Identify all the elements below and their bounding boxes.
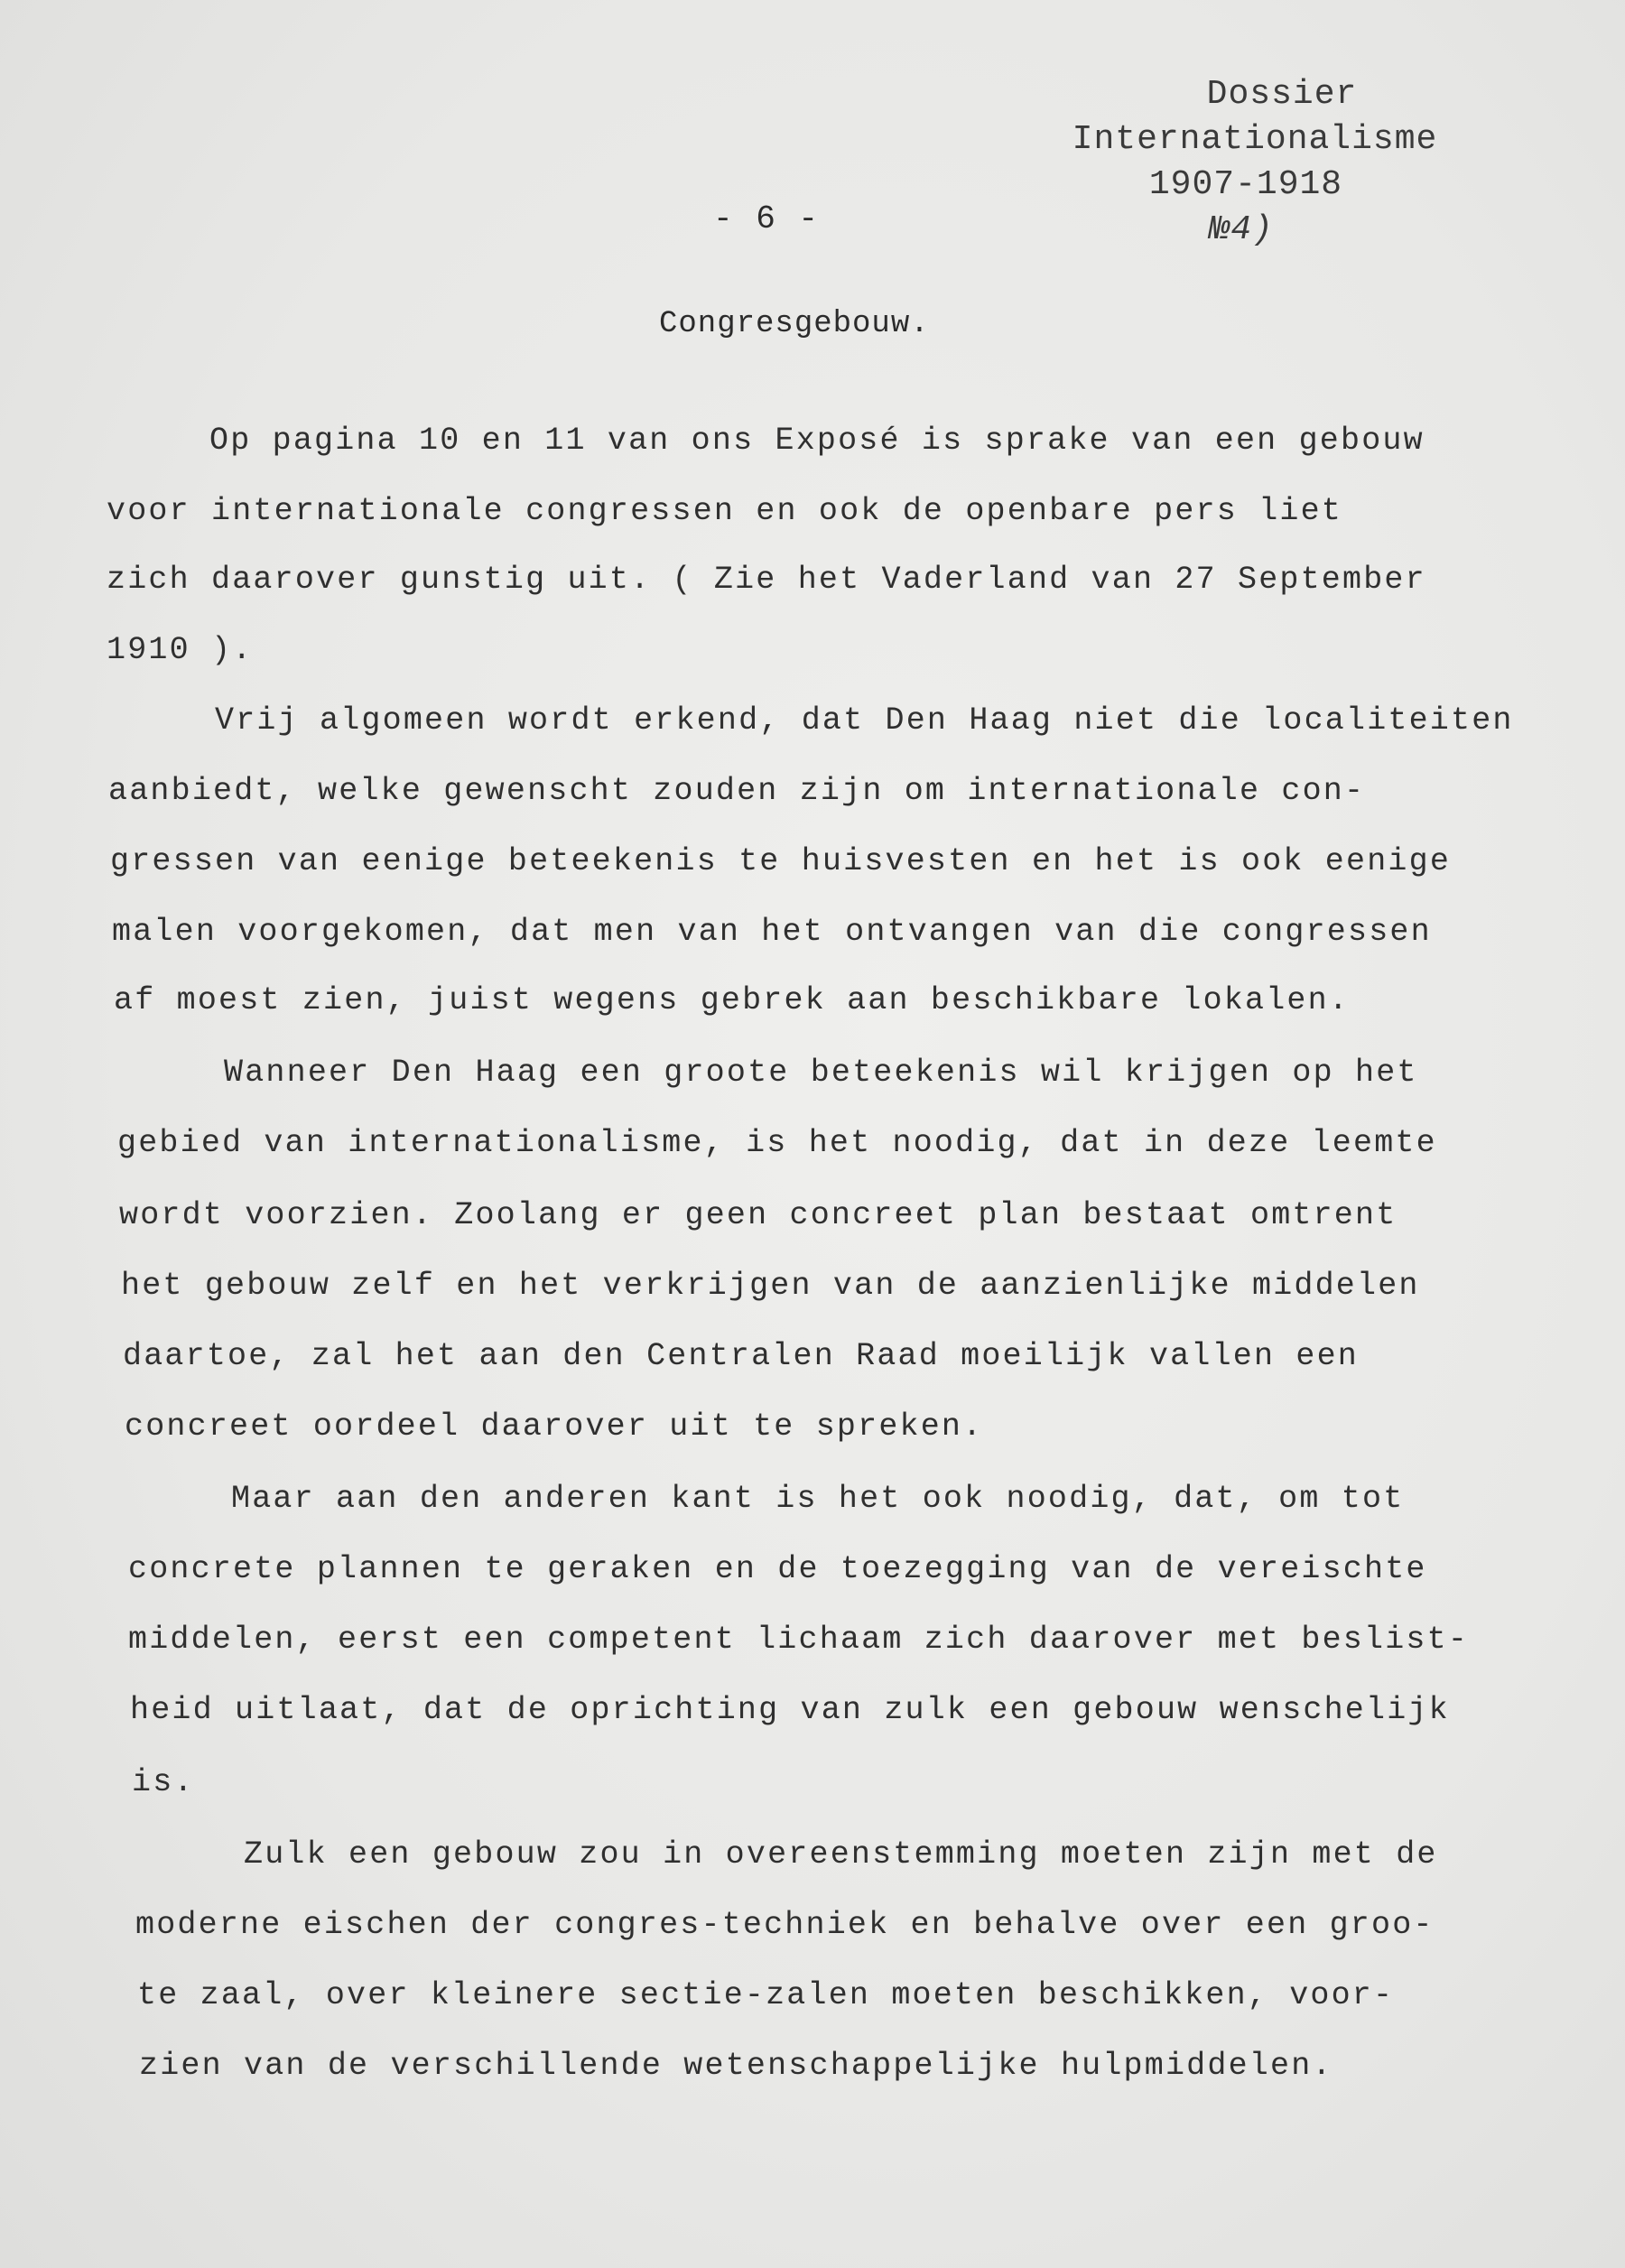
text-line: malen voorgekomen, dat men van het ontvangen van die congressen: [112, 914, 1432, 950]
text-line: moderne eischen der congres-techniek en behalve over een groo-: [135, 1907, 1435, 1943]
text-line: zich daarover gunstig uit. ( Zie het Vaderland van 27 September: [107, 562, 1426, 598]
text-line: gebied van internationalisme, is het noodig, dat in deze leemte: [117, 1125, 1437, 1161]
document-title: Congresgebouw.: [659, 307, 930, 341]
text-line: voor internationale congressen en ook de openbare pers liet: [107, 493, 1343, 529]
text-line: is.: [132, 1764, 195, 1800]
text-line: Op pagina 10 en 11 van ons Exposé is sprake van een gebouw: [209, 423, 1425, 459]
text-line: Maar aan den anderen kant is het ook noodig, dat, om tot: [231, 1481, 1405, 1517]
text-line: wordt voorzien. Zoolang er geen concreet plan bestaat omtrent: [119, 1197, 1398, 1233]
text-line: het gebouw zelf en het verkrijgen van de aanzienlijke middelen: [121, 1268, 1420, 1304]
text-line: concrete plannen te geraken en de toezegging van de vereischte: [128, 1551, 1427, 1587]
text-line: 1910 ).: [107, 632, 254, 668]
text-line: af moest zien, juist wegens gebrek aan beschikbare lokalen.: [114, 982, 1351, 1018]
text-line: te zaal, over kleinere sectie-zalen moeten beschikken, voor-: [137, 1977, 1395, 2013]
text-line: gressen van eenige beteekenis te huisvesten en het is ook eenige: [110, 843, 1452, 879]
text-line: concreet oordeel daarover uit te spreken.: [125, 1408, 984, 1445]
text-line: zien van de verschillende wetenschappelijke hulpmiddelen.: [139, 2048, 1333, 2084]
text-line: heid uitlaat, dat de oprichting van zulk een gebouw wenschelijk: [130, 1692, 1450, 1728]
text-line: Wanneer Den Haag een groote beteekenis wil krijgen op het: [224, 1055, 1418, 1091]
text-line: aanbiedt, welke gewenscht zouden zijn om internationale con-: [108, 773, 1366, 809]
stamp-line-number: №4): [1209, 210, 1274, 249]
text-line: middelen, eerst een competent lichaam zich daarover met beslist-: [128, 1622, 1470, 1658]
page-number: - 6 -: [713, 200, 821, 237]
stamp-line-collection: Internationalisme: [1072, 120, 1438, 159]
text-line: Zulk een gebouw zou in overeenstemming moeten zijn met de: [244, 1836, 1438, 1873]
text-line: daartoe, zal het aan den Centralen Raad moeilijk vallen een: [123, 1338, 1360, 1374]
archive-stamp: [1038, 72, 1472, 253]
stamp-line-years: 1907-1918: [1148, 165, 1343, 204]
stamp-line-dossier: Dossier: [1206, 75, 1358, 114]
text-line: Vrij algomeen wordt erkend, dat Den Haag niet die localiteiten: [215, 702, 1514, 739]
